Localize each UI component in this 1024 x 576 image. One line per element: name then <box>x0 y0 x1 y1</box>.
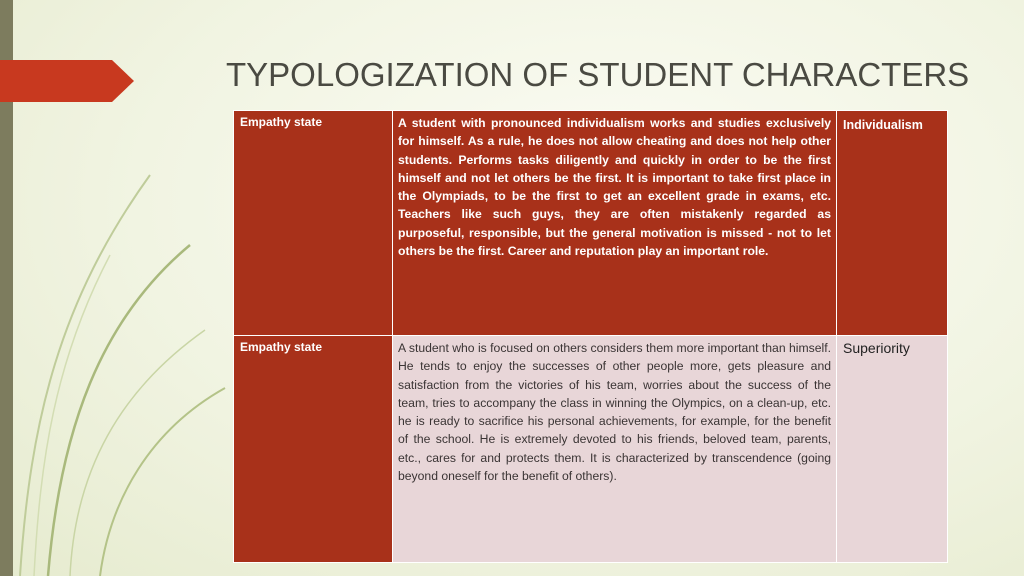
description-cell: A student with pronounced individualism works and studies exclusively for himself. As a rule, he does not allow cheating and does not help other students. Performs tasks diligently and quickly in order to be the first himself and not let others be the first. It is important to take first place in the Olympiads, to be the first to get an excellent grade in exams, etc. Teachers like such guys, they are often mistakenly regarded as purposeful, responsible, but the general motivation is missed - not to let others be the first. Career and reputation play an important role. <box>393 111 837 336</box>
state-cell: Empathy state <box>234 336 393 563</box>
state-cell: Empathy state <box>234 111 393 336</box>
characters-table <box>233 110 948 563</box>
table-row <box>234 336 948 563</box>
type-cell: Individualism <box>837 111 948 336</box>
slide-title: TYPOLOGIZATION OF STUDENT CHARACTERS <box>226 56 970 93</box>
table-row <box>234 111 948 336</box>
title-arrow-tab <box>0 60 134 102</box>
type-cell: Superiority <box>837 336 948 563</box>
description-cell: A student who is focused on others considers them more important than himself. He tends to enjoy the successes of other people more, gets pleasure and satisfaction from the victories of his team, worries about the success of the team, tries to accompany the class in winning the Olympics, on a clean-up, etc. he is ready to sacrifice his personal achievements, for example, for the benefit of the school. He is extremely devoted to his friends, beloved team, parents, etc., cares for and protects them. It is characterized by transcendence (going beyond oneself for the benefit of others). <box>393 336 837 563</box>
